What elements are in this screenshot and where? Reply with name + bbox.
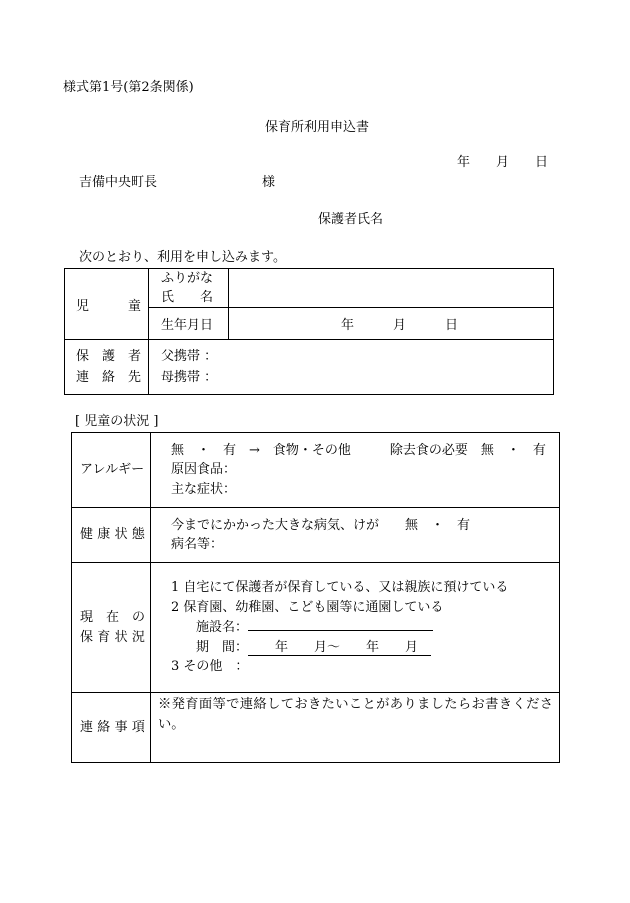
- date-line: 年 月 日: [457, 155, 549, 170]
- form-number: 様式第1号(第2条関係): [63, 80, 194, 95]
- guardian-contact-label-line2: 連 絡 先: [76, 370, 142, 385]
- guardian-contact-field: [149, 340, 554, 395]
- childcare-option-2: 2 保育園、幼稚園、こども園等に通園している: [171, 599, 444, 615]
- period-field: 年 月～ 年 月: [248, 641, 431, 656]
- document-title: 保育所利用申込書: [265, 120, 370, 135]
- health-disease-names: 病名等：: [171, 537, 224, 552]
- child-label: 児 童: [76, 298, 142, 314]
- period-row: [171, 638, 559, 658]
- child-info-table: [64, 268, 554, 395]
- addressee-honorific: 様: [262, 175, 276, 190]
- childcare-label-line1: 現 在 の: [80, 609, 146, 625]
- child-label-cell: [65, 269, 149, 340]
- furigana-label: ふりがな: [161, 271, 214, 286]
- birthdate-value: 年 月 日: [341, 318, 459, 333]
- guardian-contact-label-line1: 保 護 者: [76, 349, 142, 364]
- father-mobile-label: 父携帯 ：: [161, 349, 218, 364]
- intro-text: 次のとおり、利用を申し込みます。: [79, 250, 286, 265]
- child-name-label: 氏 名: [161, 290, 214, 305]
- allergy-label-cell: [72, 433, 151, 508]
- notes-text: ※発育面等で連絡しておきたいことがありましたらお書きください。: [158, 697, 553, 732]
- addressee-name: 吉備中央町長: [79, 175, 158, 190]
- notes-field: [151, 693, 560, 763]
- birthdate-label-cell: [149, 308, 229, 340]
- child-status-table: [71, 432, 560, 763]
- mother-mobile-label: 母携帯 ：: [161, 370, 218, 385]
- allergy-cause-foods: 原因食品：: [171, 462, 237, 478]
- health-label: 健康状態: [80, 527, 150, 542]
- allergy-symptoms: 主な症状：: [171, 481, 237, 497]
- health-illness-question: 今までにかかった大きな病気、けが 無 ・ 有: [171, 517, 471, 533]
- notes-label: 連絡事項: [80, 719, 150, 735]
- childcare-field: [151, 563, 560, 693]
- allergy-options: 無 ・ 有 → 食物・その他 除去食の必要 無 ・ 有: [171, 442, 546, 458]
- guardian-name-label: 保護者氏名: [318, 212, 384, 227]
- childcare-option-3: 3 その他 ：: [171, 659, 249, 675]
- allergy-field: [151, 433, 560, 508]
- furigana-name-label-cell: [149, 269, 229, 308]
- guardian-contact-label-cell: [65, 340, 149, 395]
- allergy-label: アレルギー: [80, 462, 145, 477]
- period-label: 期 間：: [196, 639, 249, 655]
- health-field: [151, 508, 560, 563]
- childcare-option-1: 1 自宅にて保護者が保育している、又は親族に預けている: [171, 580, 509, 596]
- facility-name-label: 施設名：: [196, 620, 249, 636]
- facility-name-blank: [248, 617, 433, 631]
- notes-label-cell: [72, 693, 151, 763]
- birthdate-label: 生年月日: [161, 318, 214, 333]
- status-heading: [ 児童の状況 ]: [75, 414, 159, 429]
- child-name-field: [229, 269, 554, 308]
- childcare-label-cell: [72, 563, 151, 693]
- facility-name-row: [171, 617, 559, 638]
- birthdate-field: [229, 308, 554, 340]
- childcare-label-line2: 保育状況: [80, 629, 150, 645]
- health-label-cell: [72, 508, 151, 563]
